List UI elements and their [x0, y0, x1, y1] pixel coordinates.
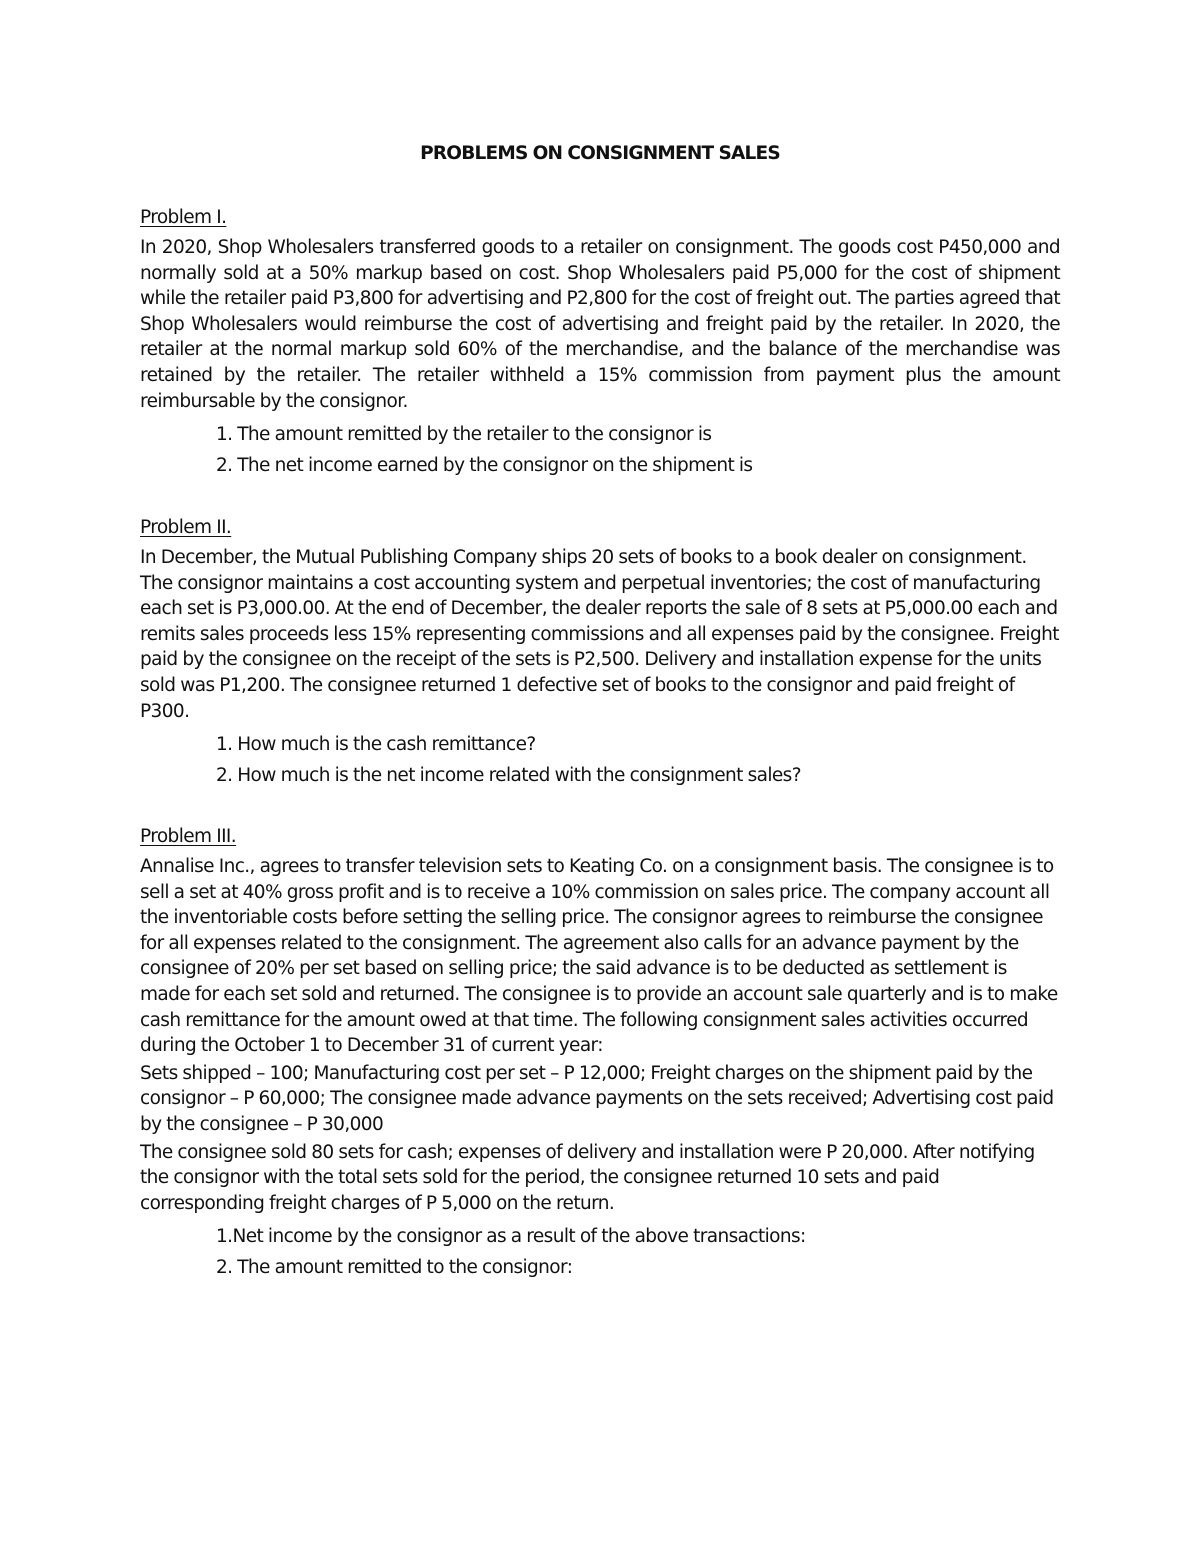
question-list [140, 730, 1060, 791]
question-item: 1.Net income by the consignor as a result of the above transactions: [216, 1226, 806, 1248]
question-item: 1. The amount remitted by the retailer to the consignor is [216, 424, 712, 446]
document-title: PROBLEMS ON CONSIGNMENT SALES [420, 143, 780, 164]
question-list [140, 1222, 1060, 1283]
problem-paragraph: In 2020, Shop Wholesalers transferred goods to a retailer on consignment. The goods cost P450,000 and normally sold at a 50% markup based on cost. Shop Wholesalers paid P5,000 for the cost of shipment while the retailer paid P3,800 for advertising and P2,800 for the cost of freight out. The parties agreed that Shop Wholesalers would reimburse the cost of advertising and freight paid by the retailer. In 2020, the retailer at the normal markup sold 60% of the merchandise, and the balance of the merchandise was retained by the retailer. The retailer withheld a 15% commission from payment plus the amount reimbursable by the consignor. [140, 237, 1060, 412]
problem-heading: Problem II. [140, 517, 232, 538]
problem-section [140, 515, 1060, 791]
question-item: 2. How much is the net income related with the consignment sales? [216, 764, 801, 786]
problem-section [140, 205, 1060, 481]
problem-paragraph: Annalise Inc., agrees to transfer television sets to Keating Co. on a consignment basis. The consignee is to sell a set at 40% gross profit and is to receive a 10% commission on sales price. The company account all the inventoriable costs before setting the selling price. The consignor agrees to reimburse the consignee for all expenses related to the consignment. The agreement also calls for an advance payment by the consignee of 20% per set based on selling price; the said advance is to be deducted as settlement is made for each set sold and returned. The consignee is to provide an account sale quarterly and is to make cash remittance for the amount owed at that time. The following consignment sales activities occurred during the October 1 to December 31 of current year: [140, 856, 1058, 1057]
problem-section [140, 824, 1060, 1283]
problem-paragraph: Sets shipped – 100; Manufacturing cost per set – P 12,000; Freight charges on the shipment paid by the consignor – P 60,000; The consignee made advance payments on the sets received; Advertising cost paid by the consignee – P 30,000 [140, 1062, 1054, 1135]
problem-heading: Problem III. [140, 826, 237, 847]
problem-heading: Problem I. [140, 207, 227, 228]
question-item: 2. The net income earned by the consignor on the shipment is [216, 454, 753, 476]
question-item: 1. How much is the cash remittance? [216, 734, 536, 756]
problem-paragraph: The consignee sold 80 sets for cash; expenses of delivery and installation were P 20,000. After notifying the consignor with the total sets sold for the period, the consignee returned 10 sets and paid corresponding freight charges of P 5,000 on the return. [140, 1141, 1035, 1214]
question-list [140, 420, 1060, 481]
question-item: 2. The amount remitted to the consignor: [216, 1256, 573, 1278]
problem-paragraph: In December, the Mutual Publishing Company ships 20 sets of books to a book dealer on consignment. The consignor maintains a cost accounting system and perpetual inventories; the cost of manufacturing each set is P3,000.00. At the end of December, the dealer reports the sale of 8 sets at P5,000.00 each and remits sales proceeds less 15% representing commissions and all expenses paid by the consignee. Freight paid by the consignee on the receipt of the sets is P2,500. Delivery and installation expense for the units sold was P1,200. The consignee returned 1 defective set of books to the consignor and paid freight of P300. [140, 547, 1059, 722]
